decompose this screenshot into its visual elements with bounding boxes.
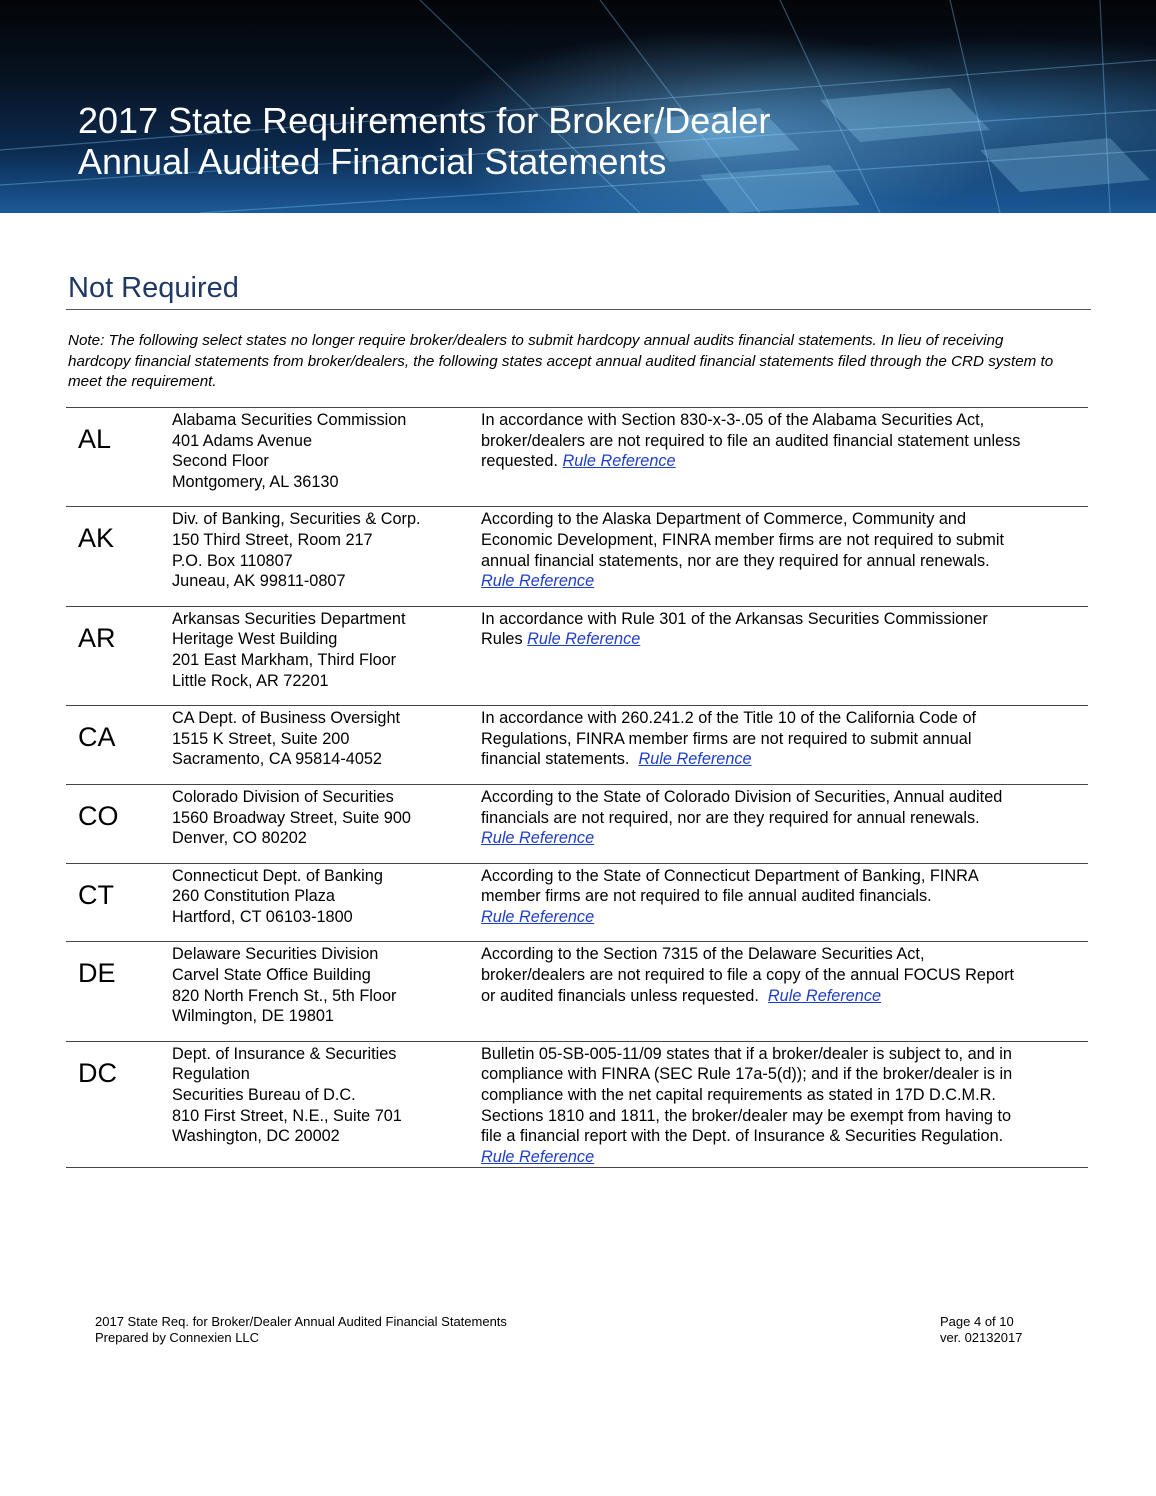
description-line — [481, 808, 1088, 829]
description-line — [481, 1064, 1088, 1085]
description-text: In accordance with Section 830-x-3-.05 of the Alabama Securities Act, — [481, 411, 985, 429]
agency-address — [172, 1041, 481, 1168]
description-line — [481, 828, 1088, 849]
description-line — [481, 509, 1088, 530]
address-line: Div. of Banking, Securities & Corp. — [172, 510, 421, 529]
state-row-ak — [66, 507, 1088, 606]
address-line: 260 Constitution Plaza — [172, 887, 335, 906]
description-text: Regulations, FINRA member firms are not required to submit annual — [481, 729, 972, 748]
description-text: or audited financials unless requested. — [481, 986, 768, 1005]
address-line: Montgomery, AL 36130 — [172, 472, 339, 491]
agency-address — [172, 706, 481, 785]
description-text: According to the State of Connecticut Department of Banking, FINRA — [481, 866, 979, 885]
state-abbreviation: DE — [78, 958, 116, 989]
description-text: annual financial statements, nor are they required for annual renewals. — [481, 551, 990, 570]
address-line: 401 Adams Avenue — [172, 431, 313, 450]
address-line: 150 Third Street, Room 217 — [172, 530, 373, 549]
address-line: Wilmington, DE 19801 — [172, 1007, 334, 1026]
state-row-ar — [66, 606, 1088, 705]
description-text: compliance with the net capital requirements as stated in 17D D.C.M.R. — [481, 1086, 996, 1105]
requirement-description — [481, 942, 1088, 1041]
address-line: CA Dept. of Business Oversight — [172, 709, 401, 728]
state-abbreviation: AR — [78, 622, 116, 653]
description-line — [481, 431, 1088, 452]
state-abbreviation: DC — [78, 1057, 117, 1088]
description-text: financial statements. — [481, 750, 639, 769]
description-line — [481, 1085, 1088, 1106]
description-line — [481, 708, 1088, 729]
page-title — [78, 100, 770, 182]
description-line — [481, 886, 1088, 907]
address-line: Dept. of Insurance & Securities — [172, 1044, 397, 1063]
footer-right — [940, 1314, 1022, 1346]
description-text: In accordance with Rule 301 of the Arkansas Securities Commissioner — [481, 609, 988, 628]
description-text: According to the State of Colorado Division of Securities, Annual audited — [481, 787, 1003, 806]
address-line: Carvel State Office Building — [172, 966, 371, 985]
address-line: Sacramento, CA 95814-4052 — [172, 750, 382, 769]
requirement-description — [481, 408, 1088, 507]
description-line — [481, 1147, 1088, 1168]
description-line — [481, 1106, 1088, 1127]
address-line: 810 First Street, N.E., Suite 701 — [172, 1106, 402, 1125]
description-line — [481, 907, 1088, 928]
description-line — [481, 571, 1088, 592]
state-row-al — [66, 408, 1088, 507]
rule-reference-link[interactable]: Rule Reference — [638, 750, 752, 769]
description-text: file a financial report with the Dept. of Insurance & Securities Regulation. — [481, 1127, 1004, 1146]
description-line — [481, 749, 1088, 770]
description-line — [481, 965, 1088, 986]
address-line: 1515 K Street, Suite 200 — [172, 729, 350, 748]
description-line — [481, 1044, 1088, 1065]
description-text: According to the Alaska Department of Commerce, Community and — [481, 510, 967, 529]
address-line: Regulation — [172, 1065, 250, 1084]
description-text: In accordance with 260.241.2 of the Title 10 of the California Code of — [481, 709, 977, 728]
description-text: member firms are not required to file annual audited financials. — [481, 887, 932, 906]
description-line — [481, 729, 1088, 750]
address-line: Connecticut Dept. of Banking — [172, 866, 383, 885]
header-banner — [0, 0, 1156, 213]
agency-address — [172, 507, 481, 606]
address-line: Hartford, CT 06103-1800 — [172, 907, 353, 926]
address-line: Arkansas Securities Department — [172, 609, 406, 628]
agency-address — [172, 606, 481, 705]
description-line — [481, 551, 1088, 572]
description-text: Sections 1810 and 1811, the broker/dealer may be exempt from having to — [481, 1106, 1012, 1125]
address-line: Little Rock, AR 72201 — [172, 671, 329, 690]
description-text: compliance with FINRA (SEC Rule 17a-5(d)); and if the broker/dealer is in — [481, 1065, 1013, 1084]
state-row-co — [66, 784, 1088, 863]
requirement-description — [481, 784, 1088, 863]
footer-preparer: Prepared by Connexien LLC — [95, 1330, 260, 1345]
description-line — [481, 1126, 1088, 1147]
address-line: P.O. Box 110807 — [172, 551, 293, 570]
footer-version: ver. 02132017 — [940, 1330, 1023, 1345]
description-text: Economic Development, FINRA member firms are not required to submit — [481, 530, 1005, 549]
section-note: Note: The following select states no longer require broker/dealers to submit hardcopy annual audits financial statements. In lieu of receiving hardcopy financial statements from broker/dealers, the following states accept annual audited financial statements filed through the CRD system to meet the requirement. — [68, 332, 1054, 390]
address-line: Second Floor — [172, 452, 269, 471]
requirement-description — [481, 1041, 1088, 1168]
description-line — [481, 410, 1088, 431]
description-text: financials are not required, nor are they required for annual renewals. — [481, 808, 980, 827]
rule-reference-link[interactable]: Rule Reference — [767, 986, 882, 1005]
agency-address — [172, 408, 481, 507]
description-text: broker/dealers are not required to file an audited financial statement unless — [481, 431, 1021, 450]
description-text: broker/dealers are not required to file a copy of the annual FOCUS Report — [481, 966, 1015, 985]
footer-doc-title: 2017 State Req. for Broker/Dealer Annual Audited Financial Statements — [95, 1314, 507, 1329]
description-text: Bulletin 05-SB-005-11/09 states that if a broker/dealer is subject to, and in — [481, 1044, 1012, 1063]
description-text: Rules — [481, 630, 528, 649]
address-line: Washington, DC 20002 — [172, 1127, 340, 1146]
section-title: Not Required — [68, 272, 239, 304]
state-row-dc — [66, 1041, 1088, 1168]
address-line: 820 North French St., 5th Floor — [172, 986, 397, 1005]
description-line — [481, 451, 1088, 472]
state-row-ct — [66, 863, 1088, 942]
address-line: 1560 Broadway Street, Suite 900 — [172, 808, 411, 827]
address-line: Securities Bureau of D.C. — [172, 1086, 356, 1105]
address-line: Juneau, AK 99811-0807 — [172, 572, 346, 591]
state-row-ca — [66, 706, 1088, 785]
rule-reference-link[interactable]: Rule Reference — [481, 572, 595, 591]
description-line — [481, 944, 1088, 965]
address-line: Colorado Division of Securities — [172, 787, 394, 806]
state-abbreviation: AK — [78, 523, 115, 554]
rule-reference-link[interactable]: Rule Reference — [481, 907, 595, 926]
description-line — [481, 629, 1088, 650]
footer-page-number: Page 4 of 10 — [940, 1314, 1014, 1329]
state-row-de — [66, 942, 1088, 1041]
description-line — [481, 787, 1088, 808]
states-table — [66, 407, 1088, 1168]
agency-address — [172, 863, 481, 942]
section-divider — [66, 309, 1091, 310]
requirement-description — [481, 606, 1088, 705]
description-text: requested. — [481, 452, 563, 471]
state-abbreviation: CO — [78, 800, 119, 831]
description-line — [481, 986, 1088, 1007]
state-abbreviation: AL — [78, 424, 112, 454]
description-text: According to the Section 7315 of the Delaware Securities Act, — [481, 945, 925, 964]
agency-address — [172, 784, 481, 863]
address-line: Denver, CO 80202 — [172, 829, 307, 848]
rule-reference-link[interactable]: Rule Reference — [481, 829, 595, 848]
state-abbreviation: CT — [78, 879, 114, 910]
description-line — [481, 530, 1088, 551]
requirement-description — [481, 706, 1088, 785]
agency-address — [172, 942, 481, 1041]
state-abbreviation: CA — [78, 722, 116, 753]
address-line: Delaware Securities Division — [172, 945, 379, 964]
rule-reference-link[interactable]: Rule Reference — [527, 630, 641, 649]
rule-reference-link[interactable]: Rule Reference — [562, 452, 676, 471]
rule-reference-link[interactable]: Rule Reference — [481, 1147, 595, 1166]
address-line: Heritage West Building — [172, 630, 338, 649]
requirement-description — [481, 863, 1088, 942]
title-line-1: 2017 State Requirements for Broker/Dealer — [78, 100, 771, 141]
address-line: 201 East Markham, Third Floor — [172, 650, 397, 669]
description-line — [481, 866, 1088, 887]
title-line-2: Annual Audited Financial Statements — [78, 141, 667, 182]
description-line — [481, 609, 1088, 630]
requirement-description — [481, 507, 1088, 606]
address-line: Alabama Securities Commission — [172, 411, 407, 429]
footer-left — [95, 1314, 507, 1346]
